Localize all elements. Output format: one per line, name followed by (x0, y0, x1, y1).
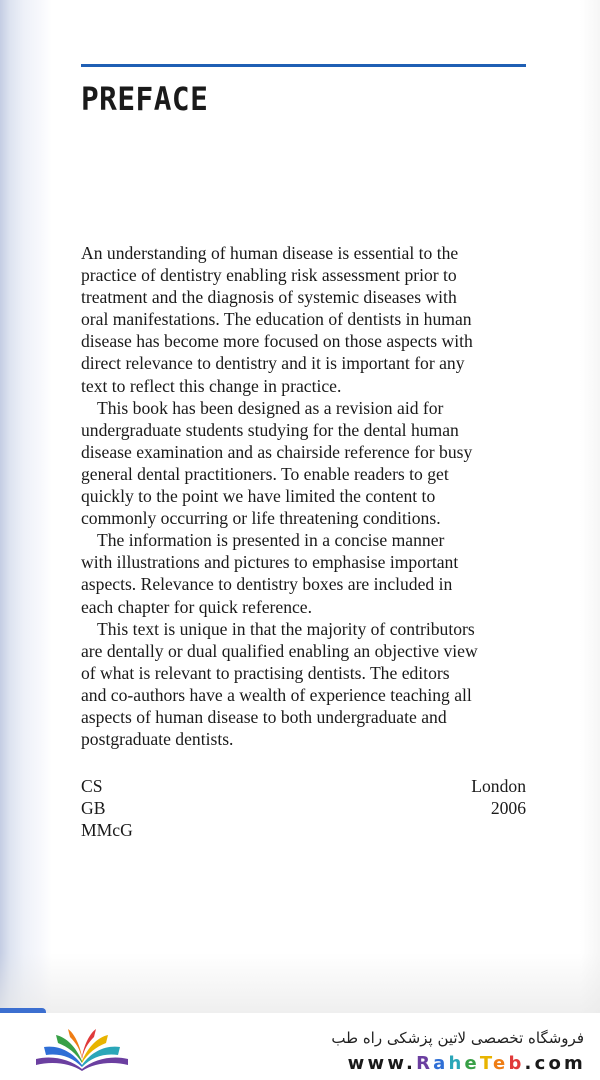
preface-body (81, 242, 526, 750)
open-book-rainbow-logo-icon (32, 1025, 132, 1073)
url-char: e (493, 1053, 509, 1074)
text-line: aspects. Relevance to dentistry boxes are included in (81, 574, 453, 595)
text-line: oral manifestations. The education of dentists in human (81, 309, 472, 330)
initials-line: GB (81, 798, 106, 818)
footer-url (348, 1053, 586, 1074)
text-line: This book has been designed as a revision aid for (97, 397, 444, 418)
text-line: direct relevance to dentistry and it is important for any (81, 353, 465, 374)
text-line: text to reflect this change in practice. (81, 375, 342, 396)
text-line: undergraduate students studying for the dental human (81, 419, 459, 440)
url-char: . (406, 1053, 417, 1074)
url-char: b (508, 1053, 525, 1074)
paragraph (81, 618, 526, 751)
paragraph (81, 529, 526, 617)
text-line: practice of dentistry enabling risk assessment prior to (81, 265, 457, 286)
text-line: with illustrations and pictures to emphasise important (81, 552, 459, 573)
url-char: T (479, 1053, 494, 1074)
text-line: of what is relevant to practising dentists. The editors (81, 662, 450, 683)
page-title: PREFACE (81, 80, 209, 118)
text-line: This text is unique in that the majority of contributors (97, 618, 475, 639)
text-line: are dentally or dual qualified enabling an objective view (81, 640, 478, 661)
year: 2006 (490, 798, 526, 818)
url-char: o (548, 1053, 565, 1074)
text-line: quickly to the point we have limited the content to (81, 486, 436, 507)
text-line: general dental practitioners. To enable readers to get (81, 463, 449, 484)
text-line: commonly occurring or life threatening conditions. (81, 508, 441, 529)
url-char: c (534, 1053, 549, 1074)
url-char: R (416, 1053, 434, 1074)
author-initials (81, 775, 133, 841)
url-char: h (448, 1053, 465, 1074)
text-line: each chapter for quick reference. (81, 596, 313, 617)
title-rule (81, 64, 526, 67)
watermark-footer (0, 1013, 600, 1080)
text-line: An understanding of human disease is essential to the (81, 243, 459, 263)
footer-tagline: فروشگاه تخصصی لاتین پزشکی راه طب (331, 1029, 584, 1047)
initials-line: MMcG (81, 820, 133, 840)
place-date (471, 775, 526, 819)
place: London (471, 776, 526, 796)
url-char: . (524, 1053, 535, 1074)
url-char: w (387, 1053, 407, 1074)
text-line: disease examination and as chairside reference for busy (81, 441, 473, 462)
initials-line: CS (81, 776, 103, 796)
url-char: e (464, 1053, 480, 1074)
text-line: postgraduate dentists. (81, 729, 234, 750)
url-char: a (433, 1053, 449, 1074)
paragraph (81, 397, 526, 530)
url-char: w (367, 1053, 388, 1074)
text-line: aspects of human disease to both undergraduate and (81, 706, 447, 727)
url-char: m (564, 1053, 586, 1074)
text-line: disease has become more focused on those aspects with (81, 331, 473, 352)
url-char: w (347, 1053, 368, 1074)
text-line: and co-authors have a wealth of experience teaching all (81, 684, 472, 705)
text-line: The information is presented in a concise manner (97, 530, 445, 551)
text-line: treatment and the diagnosis of systemic diseases with (81, 287, 457, 308)
paragraph (81, 242, 526, 397)
